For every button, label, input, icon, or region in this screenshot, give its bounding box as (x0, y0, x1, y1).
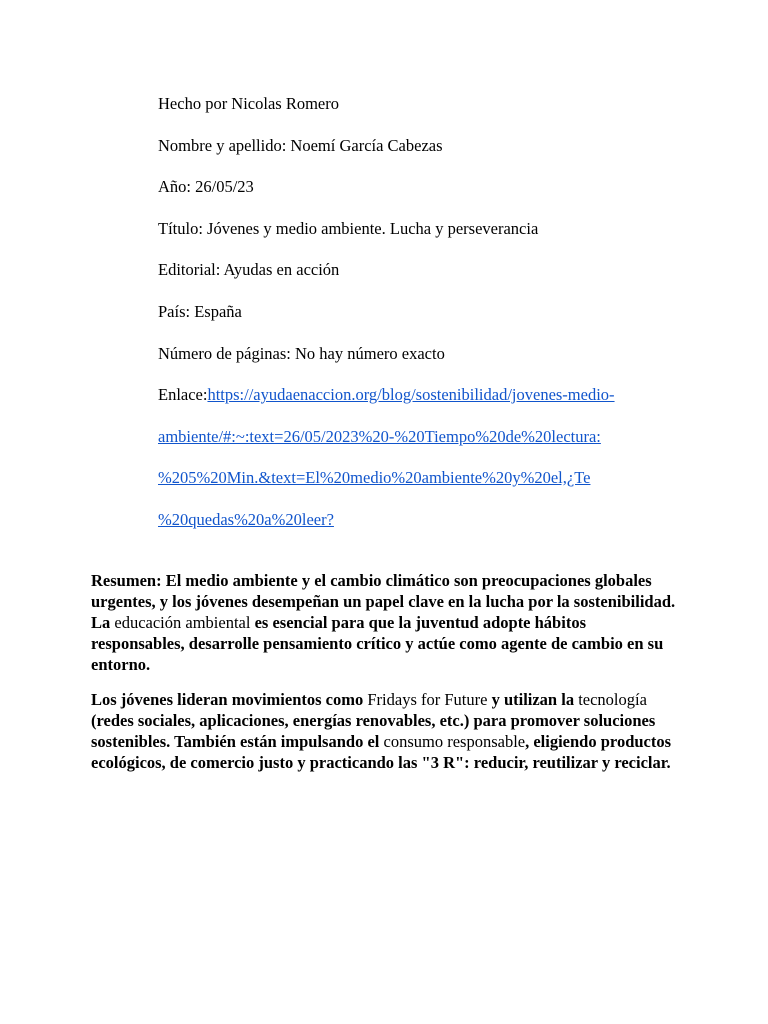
summary-text: y utilizan la (487, 690, 579, 709)
summary-paragraph-1 (91, 570, 681, 675)
source-link-part-1[interactable]: https://ayudaenaccion.org/blog/sostenibilidad/jovenes-medio- (207, 385, 615, 405)
link-line-2 (158, 427, 718, 469)
link-label: Enlace: (158, 385, 208, 405)
summary-text: tecnología (578, 690, 647, 709)
summary-section (91, 570, 681, 787)
author-line: Hecho por Nicolas Romero (158, 94, 339, 113)
summary-text: , eligiendo productos ecológicos, de comercio justo y practicando las "3 R": reducir, reutilizar y reciclar. (91, 732, 672, 772)
link-block (158, 385, 718, 551)
summary-text: consumo responsable (383, 732, 526, 751)
title-line: Título: Jóvenes y medio ambiente. Lucha y perseverancia (158, 218, 539, 238)
source-link-part-3[interactable]: %205%20Min.&text=El%20medio%20ambiente%20y%20el,¿Te (158, 468, 591, 488)
source-link-part-2[interactable]: ambiente/#:~:text=26/05/2023%20-%20Tiempo%20de%20lectura: (158, 426, 601, 446)
link-line-3 (158, 468, 718, 510)
summary-text: (redes sociales, aplicaciones, energías renovables, etc.) para promover soluciones sostenibles. También están impulsando el (91, 711, 656, 751)
link-line-4 (158, 510, 718, 552)
name-line: Nombre y apellido: Noemí García Cabezas (158, 135, 443, 155)
summary-text: es esencial para que la juventud adopte hábitos responsables, desarrolle pensamiento crítico y actúe como agente de cambio en su entorno. (91, 613, 664, 674)
link-line-1 (158, 385, 718, 427)
year-line: Año: 26/05/23 (158, 177, 254, 197)
summary-text: Resumen: El medio ambiente y el cambio climático son preocupaciones globales urgentes, y los jóvenes desempeñan un papel clave en la lucha por la sostenibilidad. La (91, 571, 676, 632)
metadata-block (158, 94, 718, 552)
summary-paragraph-2 (91, 689, 681, 773)
country-line: País: España (158, 301, 242, 321)
summary-text: Los jóvenes lideran movimientos como (91, 690, 368, 709)
pages-line: Número de páginas: No hay número exacto (158, 343, 445, 363)
source-link-part-4[interactable]: %20quedas%20a%20leer? (158, 509, 334, 529)
summary-text: Fridays for Future (367, 690, 488, 709)
summary-text: educación ambiental (114, 613, 251, 632)
publisher-line: Editorial: Ayudas en acción (158, 260, 340, 280)
